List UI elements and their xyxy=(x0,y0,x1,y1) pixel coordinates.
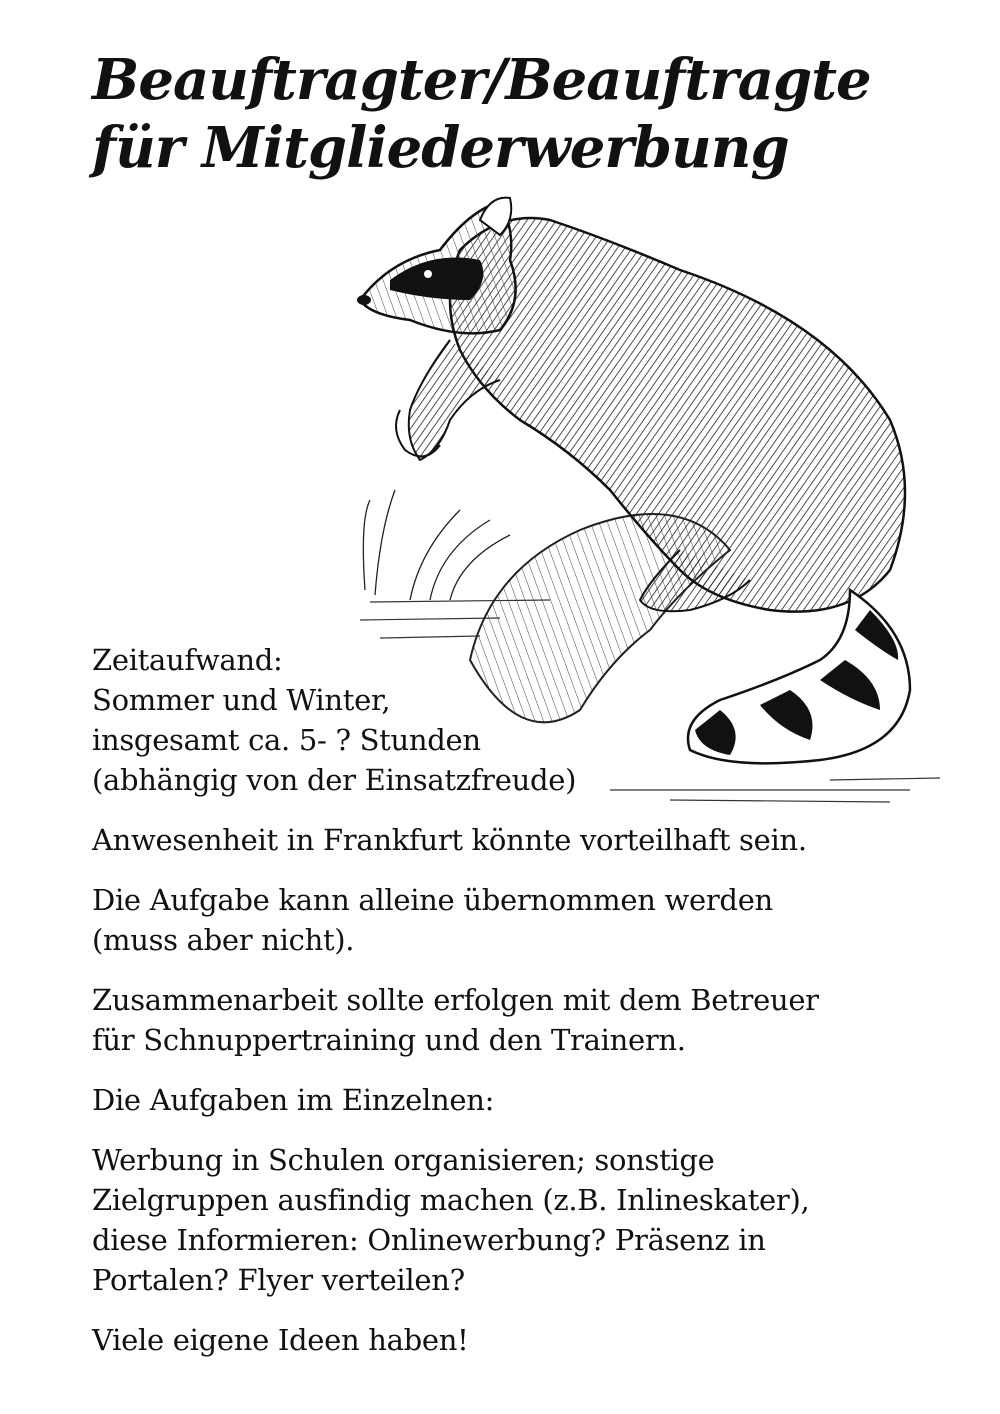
page-title xyxy=(92,46,952,182)
time-line: Zeitaufwand: xyxy=(92,643,283,677)
paragraph-line: für Schnuppertraining und den Trainern. xyxy=(92,1023,686,1057)
title-line-1: Beauftragter/Beauftragte xyxy=(92,47,871,113)
paragraph-line: Die Aufgabe kann alleine übernommen werden xyxy=(92,883,773,917)
title-line-2: für Mitgliederwerbung xyxy=(92,115,789,181)
paragraph-frankfurt xyxy=(92,820,952,860)
time-line: (abhängig von der Einsatzfreude) xyxy=(92,763,577,797)
paragraph-line: diese Informieren: Onlinewerbung? Präsenz in xyxy=(92,1223,766,1257)
reeds xyxy=(363,490,510,600)
paragraph-line: Portalen? Flyer verteilen? xyxy=(92,1263,465,1297)
time-line: insgesamt ca. 5- ? Stunden xyxy=(92,723,481,757)
paragraph-line: Zusammenarbeit sollte erfolgen mit dem Betreuer xyxy=(92,983,819,1017)
paragraph-ideas xyxy=(92,1320,952,1360)
paragraph-line: Anwesenheit in Frankfurt könnte vorteilhaft sein. xyxy=(92,823,807,857)
paragraph-line: Werbung in Schulen organisieren; sonstige xyxy=(92,1143,715,1177)
paragraph-tasks-heading xyxy=(92,1080,952,1120)
paragraph-line: Viele eigene Ideen haben! xyxy=(92,1323,469,1357)
paragraph-collaboration xyxy=(92,980,952,1060)
body-text xyxy=(92,640,952,1380)
paragraph-line: Zielgruppen ausfindig machen (z.B. Inlineskater), xyxy=(92,1183,810,1217)
time-line: Sommer und Winter, xyxy=(92,683,391,717)
paragraph-alone xyxy=(92,880,952,960)
paragraph-line: (muss aber nicht). xyxy=(92,923,355,957)
paragraph-tasks xyxy=(92,1140,952,1300)
paragraph-line: Die Aufgaben im Einzelnen: xyxy=(92,1083,495,1117)
time-requirement xyxy=(92,640,952,800)
